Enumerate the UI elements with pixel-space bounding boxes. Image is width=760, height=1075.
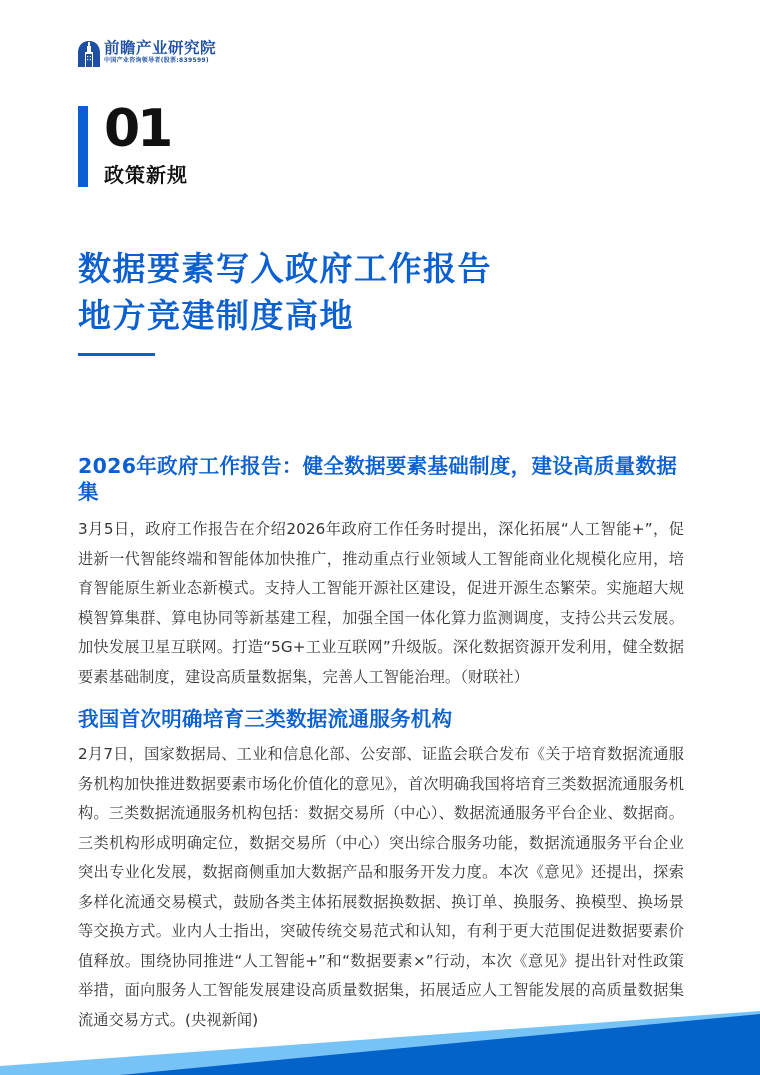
page-title-line-2: 地方竞建制度高地 [78, 296, 354, 335]
section-accent-bar [78, 106, 88, 187]
article-body: 3月5日，政府工作报告在介绍2026年政府工作任务时提出，深化拓展“人工智能+”，促进新一代智能终端和智能体加快推广，推动重点行业领域人工智能商业化规模化应用，培育智能原生新业态新模式。支持人工智能开源社区建设，促进开源生态繁荣。实施超大规模智算集群、算电协同等新基建工程，加强全国一体化算力监测调度，支持公共云发展。加快发展卫星互联网。打造“5G+工业互联网”升级版。深化数据资源开发利用，健全数据要素基础制度，建设高质量数据集，完善人工智能治理。（财联社） [78, 520, 684, 686]
article [78, 706, 684, 1035]
footer-decoration [0, 995, 760, 1075]
article-body: 2月7日，国家数据局、工业和信息化部、公安部、证监会联合发布《关于培育数据流通服务机构加快推进数据要素市场化价值化的意见》，首次明确我国将培育三类数据流通服务机构。三类数据流通服务机构包括：数据交易所（中心）、数据流通服务平台企业、数据商。三类机构形成明确定位，数据交易所（中心）突出综合服务功能，数据流通服务平台企业突出专业化发展，数据商侧重加大数据产品和服务开发力度。本次《意见》还提出，探索多样化流通交易模式，鼓励各类主体拓展数据换数据、换订单、换服务、换模型、换场景等交换方式。业内人士指出，突破传统交易范式和认知，有利于更大范围促进数据要素价值释放。围绕协同推进“人工智能+”和“数据要素×”行动，本次《意见》提出针对性政策举措，面向服务人工智能发展建设高质量数据集，拓展适应人工智能发展的高质量数据集流通交易方式。(央视新闻) [78, 745, 684, 1029]
page-title [78, 245, 492, 339]
logo-name: 前瞻产业研究院 [104, 39, 217, 57]
section-number: 01 [104, 99, 171, 159]
logo-tagline: 中国产业咨询领导者(股票:839599) [104, 57, 209, 64]
article-heading: 我国首次明确培育三类数据流通服务机构 [78, 707, 453, 731]
tower-icon [77, 40, 101, 68]
article-heading: 2026年政府工作报告：健全数据要素基础制度，建设高质量数据集 [78, 454, 678, 504]
page-title-line-1: 数据要素写入政府工作报告 [78, 249, 492, 288]
section-title: 政策新规 [104, 163, 188, 187]
brand-logo [77, 40, 216, 68]
article [78, 453, 684, 692]
title-divider [78, 353, 155, 356]
